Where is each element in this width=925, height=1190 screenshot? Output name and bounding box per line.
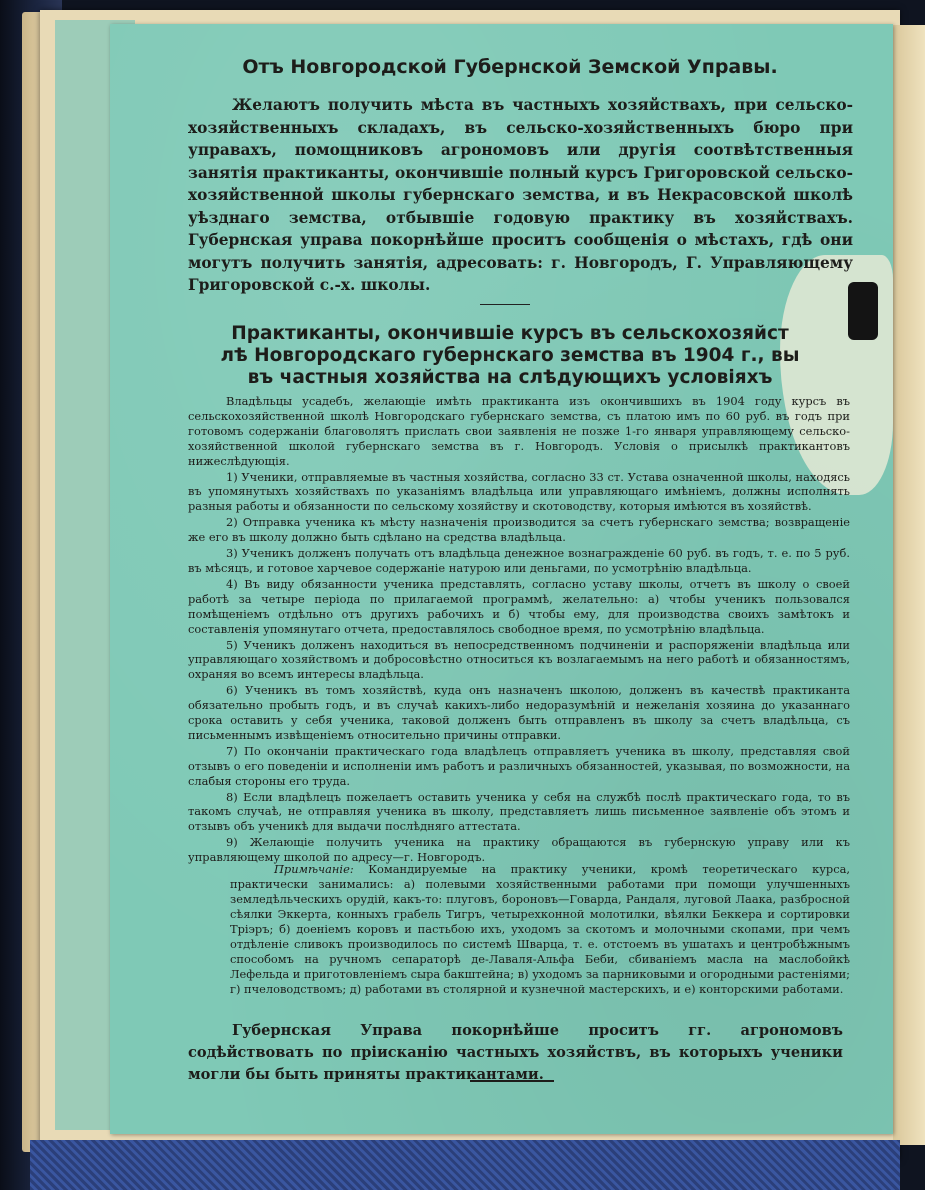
condition-item: 9) Желающіе получить ученика на практику обращаются въ губернскую управу или къ управляющему школой по адресу—г. Новгородъ. [188,835,850,865]
condition-item: 6) Ученикъ въ томъ хозяйствѣ, куда онъ назначенъ школою, долженъ въ качествѣ практиканта обязательно пробыть годъ, и въ случаѣ какихъ-либо недоразумѣній и нежеланія хозяина до указаннаго срока оставить у себя ученика, таковой долженъ быть отправленъ въ школу за счетъ владѣльца, съ письменнымъ извѣщеніемъ относительно причины отправки. [188,683,850,742]
condition-item: 2) Отправка ученика къ мѣсту назначенія производится за счетъ губернскаго земства; возвращеніе же его въ школу должно быть сдѣлано на средства владѣльца. [188,515,850,545]
note-label: Примѣчаніе: [274,862,354,876]
section-heading-line-3: въ частныя хозяйства на слѣдующихъ условіяхъ [247,367,773,388]
notice-paragraph: Желаютъ получить мѣста въ частныхъ хозяйствахъ, при сельско-хозяйственныхъ складахъ, въ сельско-хозяйственныхъ бюро при управахъ, помощниковъ агрономовъ или другія соотвѣтственныя занятія практиканты, окончившіе полный курсъ Григоровской сельско-хозяйственной школы губернскаго земства, и въ Некрасовской школѣ уѣзднаго земства, отбывшіе годовую практику въ хозяйствахъ. Губернская управа покорнѣйше проситъ сообщенія о мѣстахъ, гдѣ они могутъ получить занятія, адресовать: г. Новгородъ, Г. Управляющему Григоровской с.-х. школы. [188,96,853,294]
condition-item: 7) По окончаніи практическаго года владѣлецъ отправляетъ ученика въ школу, представляя свой отзывъ о его поведеніи и исполненіи имъ работъ и различныхъ обязанностей, указывая, по возможности, на слабыя стороны его труда. [188,743,850,788]
conditions-intro: Владѣльцы усадебъ, желающіе имѣть практиканта изъ окончившихъ въ 1904 году курсъ въ сельскохозяйственной школѣ Новгородскаго губернскаго земства, съ платою имъ по 60 руб. въ годъ при готовомъ содержаніи благоволятъ прислать свои заявленія не позже 1-го января управляющему сельско-хозяйственной школой губернскаго земства въ г. Новгородъ. Условія о присылкѣ практикантовъ нижеслѣдующія. [188,394,850,468]
condition-item: 8) Если владѣлецъ пожелаетъ оставить ученика у себя на службѣ послѣ практическаго года, то въ такомъ случаѣ, не отправляя ученика въ школу, представляетъ лишь письменное заявленіе объ этомъ и отзывъ объ ученикѣ для выдачи послѣдняго аттестата. [188,789,850,834]
section-heading-line-2: лѣ Новгородскаго губернскаго земства въ 1904 г., вы [220,345,800,366]
condition-item: 3) Ученикъ долженъ получать отъ владѣльца денежное вознагражденіе 60 руб. въ годъ, т. е. по 5 руб. въ мѣсяцъ, и готовое харчевое содержаніе натурою или деньгами, по усмотрѣнію владѣльца. [188,546,850,575]
condition-item: 5) Ученикъ долженъ находиться въ непосредственномъ подчиненіи и распоряженіи владѣльца или управляющаго хозяйствомъ и добросовѣстно относиться къ возлагаемымъ на него работѣ и обязанностямъ, охраняя во всемъ интересы владѣльца. [188,637,850,682]
end-rule [470,1080,554,1082]
underlying-page-right-edge [893,25,925,1145]
condition-item: 4) Въ виду обязанности ученика представлять, согласно уставу школы, отчетъ въ школу о своей работѣ за четыре періода по прилагаемой программѣ, желательно: а) чтобы ученикъ пользовался помѣщеніемъ отдѣльно отъ другихъ рабочихъ и б) чтобы ему, для производства своихъ замѣтокъ и составленія упомянутаго отчета, предоставлялось свободное время, по усмотрѣнію владѣльца. [188,576,850,636]
note-paragraph [230,862,850,997]
section-heading-line-1: Практиканты, окончившіе курсъ въ сельскохозяйст [231,323,789,344]
section-heading [160,323,860,389]
condition-item: 1) Ученики, отправляемые въ частныя хозяйства, согласно 33 ст. Устава означенной школы, находясь въ упомянутыхъ хозяйствахъ по указаніямъ владѣльца или управляющаго имѣніемъ, должны исполнять разныя работы и обязанности по сельскому хозяйству и скотоводству, которыя имѣются въ хозяйствѣ. [188,469,850,514]
section-divider [480,300,530,305]
conditions-body [188,394,850,866]
book-cover-bottom [30,1140,900,1190]
note-text: Командируемые на практику ученики, кромѣ теоретическаго курса, практически занимались: а) полевыми хозяйственными работами при помощи улучшенныхъ земледѣльческихъ орудій, какъ-то: плуговъ, бороновъ—Говарда, Рандаля, луговой Лаака, разбросной сѣялки Эккерта, конныхъ грабель Тигръ, четырехконной молотилки, вѣялки Беккера и сортировки Тріэръ; б) доеніемъ коровъ и пастьбою ихъ, уходомъ за скотомъ и молочными скопами, при чемъ отдѣленіе сливокъ производилось по системѣ Шварца, т. е. отстоемъ въ ушатахъ и центробѣжнымъ способомъ на ручномъ сепараторѣ де-Лаваля-Альфа Беби, сбиваніемъ масла на маслобойкѣ Лефельда и приготовленіемъ сыра бакштейна; в) уходомъ за парниковыми и огородными растеніями; г) пчеловодствомъ; д) работами въ столярной и кузнечной мастерскихъ, и е) конторскими работами. [230,862,850,996]
closing-paragraph: Губернская Управа покорнѣйше проситъ гг. агрономовъ содѣйствовать по пріисканію частныхъ хозяйствъ, въ которыхъ ученики могли бы быть приняты практикантами. [188,1022,843,1083]
notice-title: Отъ Новгородской Губернской Земской Управы. [242,56,778,78]
